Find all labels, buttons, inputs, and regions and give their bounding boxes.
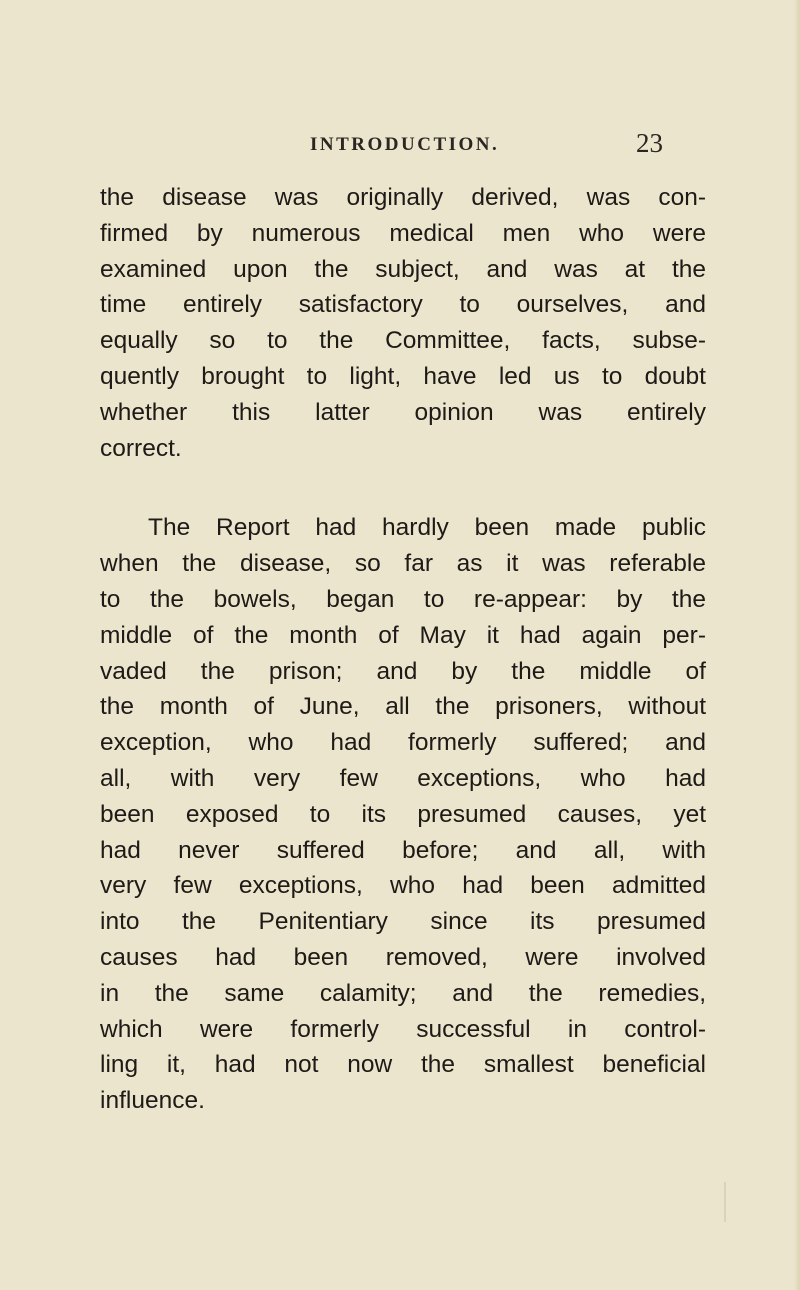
- text-line: exception, who had formerly suffered; and: [100, 729, 706, 757]
- text-line: been exposed to its presumed causes, yet: [100, 800, 706, 828]
- text-line: equally so to the Committee, facts, subse-: [100, 327, 706, 355]
- text-line: the month of June, all the prisoners, without: [100, 693, 706, 721]
- body-text: [100, 180, 706, 1119]
- text-line: correct.: [100, 434, 182, 462]
- text-line: firmed by numerous medical men who were: [100, 219, 706, 247]
- text-line: whether this latter opinion was entirely: [100, 398, 706, 426]
- page-edge-shadow: [794, 0, 800, 1290]
- text-line: to the bowels, began to re-appear: by the: [100, 585, 706, 613]
- text-line: causes had been removed, were involved: [100, 943, 706, 971]
- text-line: influence.: [100, 1087, 205, 1115]
- text-line: all, with very few exceptions, who had: [100, 764, 706, 792]
- text-line: examined upon the subject, and was at the: [100, 255, 706, 283]
- text-line: middle of the month of May it had again per-: [100, 621, 706, 649]
- text-line: quently brought to light, have led us to doubt: [100, 362, 706, 390]
- page-number: 23: [636, 128, 663, 158]
- text-line: vaded the prison; and by the middle of: [100, 657, 706, 685]
- text-line: The Report had hardly been made public: [148, 514, 706, 542]
- paragraph-2: [100, 510, 706, 1119]
- text-line: ling it, had not now the smallest beneficial: [100, 1051, 706, 1079]
- paper-blemish: [724, 1182, 726, 1222]
- running-head-title: INTRODUCTION.: [310, 134, 500, 155]
- text-line: into the Penitentiary since its presumed: [100, 908, 706, 936]
- text-line: had never suffered before; and all, with: [100, 836, 706, 864]
- text-line: time entirely satisfactory to ourselves, and: [100, 291, 706, 319]
- text-line: very few exceptions, who had been admitted: [100, 872, 706, 900]
- paragraph-gap: [100, 466, 706, 510]
- text-line: the disease was originally derived, was con-: [100, 184, 706, 211]
- running-header: [0, 128, 800, 168]
- text-line: when the disease, so far as it was referable: [100, 550, 706, 578]
- text-line: in the same calamity; and the remedies,: [100, 979, 706, 1007]
- text-line: which were formerly successful in control-: [100, 1015, 706, 1043]
- paragraph-1: [100, 180, 706, 466]
